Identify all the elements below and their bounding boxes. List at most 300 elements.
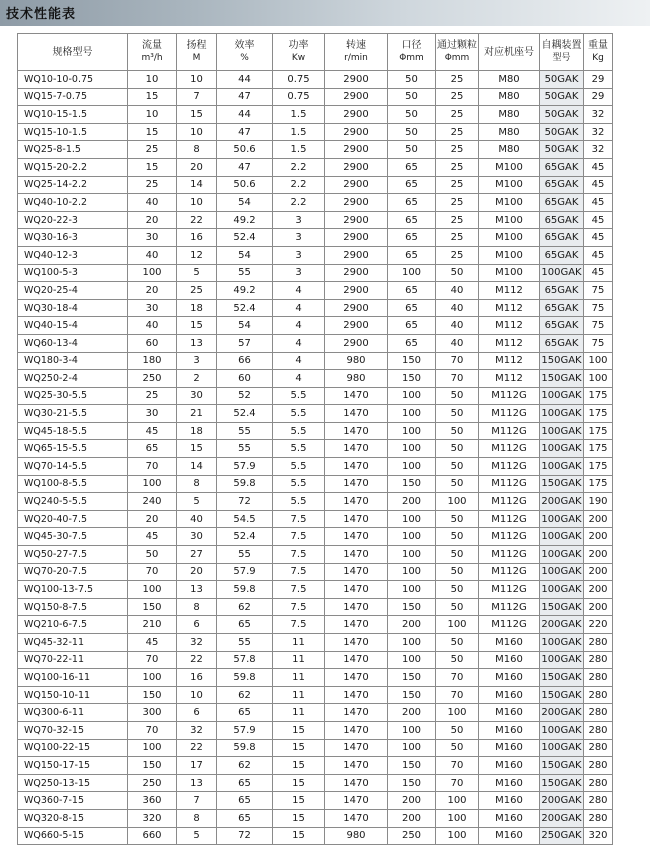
cell-head: 5 (177, 827, 217, 845)
cell-speed: 2900 (325, 282, 388, 300)
cell-coupling: 100GAK (540, 739, 584, 757)
cell-particle: 70 (436, 686, 479, 704)
cell-diameter: 100 (388, 528, 436, 546)
cell-weight: 200 (584, 563, 613, 581)
cell-diameter: 65 (388, 211, 436, 229)
cell-head: 6 (177, 616, 217, 634)
cell-coupling: 50GAK (540, 123, 584, 141)
cell-head: 22 (177, 651, 217, 669)
cell-head: 7 (177, 792, 217, 810)
cell-weight: 280 (584, 774, 613, 792)
cell-power: 7.5 (273, 616, 325, 634)
cell-power: 4 (273, 352, 325, 370)
header-particle-label: 通过颗粒 (437, 40, 477, 51)
cell-head: 15 (177, 106, 217, 124)
cell-frame: M160 (479, 739, 540, 757)
cell-diameter: 100 (388, 721, 436, 739)
cell-head: 40 (177, 510, 217, 528)
cell-particle: 50 (436, 475, 479, 493)
cell-particle: 25 (436, 194, 479, 212)
table-row (18, 634, 613, 652)
cell-model: WQ40-12-3 (18, 246, 128, 264)
cell-model: WQ45-18-5.5 (18, 422, 128, 440)
cell-model: WQ10-15-1.5 (18, 106, 128, 124)
cell-head: 30 (177, 387, 217, 405)
header-weight (584, 34, 613, 71)
table-row (18, 334, 613, 352)
cell-efficiency: 59.8 (217, 669, 273, 687)
cell-efficiency: 57.9 (217, 721, 273, 739)
cell-power: 5.5 (273, 475, 325, 493)
cell-speed: 1470 (325, 422, 388, 440)
table-row (18, 370, 613, 388)
cell-speed: 2900 (325, 317, 388, 335)
cell-coupling: 200GAK (540, 704, 584, 722)
cell-efficiency: 47 (217, 123, 273, 141)
cell-head: 13 (177, 334, 217, 352)
cell-coupling: 100GAK (540, 422, 584, 440)
cell-weight: 75 (584, 299, 613, 317)
cell-power: 15 (273, 827, 325, 845)
cell-model: WQ50-27-7.5 (18, 546, 128, 564)
cell-speed: 1470 (325, 563, 388, 581)
cell-diameter: 150 (388, 352, 436, 370)
cell-efficiency: 59.8 (217, 581, 273, 599)
cell-model: WQ25-8-1.5 (18, 141, 128, 159)
cell-head: 22 (177, 739, 217, 757)
cell-power: 15 (273, 757, 325, 775)
cell-coupling: 150GAK (540, 774, 584, 792)
cell-power: 4 (273, 299, 325, 317)
cell-frame: M80 (479, 106, 540, 124)
cell-frame: M112G (479, 616, 540, 634)
cell-power: 2.2 (273, 194, 325, 212)
cell-diameter: 200 (388, 616, 436, 634)
table-row (18, 598, 613, 616)
cell-head: 12 (177, 246, 217, 264)
cell-model: WQ20-22-3 (18, 211, 128, 229)
table-row (18, 809, 613, 827)
header-flow (128, 34, 177, 71)
table-row (18, 581, 613, 599)
table-row (18, 669, 613, 687)
table-row (18, 246, 613, 264)
cell-flow: 100 (128, 264, 177, 282)
cell-frame: M160 (479, 721, 540, 739)
cell-coupling: 150GAK (540, 370, 584, 388)
cell-weight: 45 (584, 176, 613, 194)
cell-power: 5.5 (273, 458, 325, 476)
table-row (18, 229, 613, 247)
cell-speed: 1470 (325, 809, 388, 827)
cell-flow: 45 (128, 422, 177, 440)
cell-particle: 100 (436, 809, 479, 827)
cell-model: WQ20-25-4 (18, 282, 128, 300)
cell-particle: 50 (436, 563, 479, 581)
cell-weight: 175 (584, 422, 613, 440)
cell-efficiency: 65 (217, 616, 273, 634)
cell-speed: 1470 (325, 440, 388, 458)
table-row (18, 211, 613, 229)
cell-weight: 200 (584, 510, 613, 528)
cell-efficiency: 55 (217, 264, 273, 282)
cell-weight: 200 (584, 581, 613, 599)
cell-frame: M160 (479, 634, 540, 652)
cell-power: 7.5 (273, 510, 325, 528)
cell-particle: 70 (436, 774, 479, 792)
cell-weight: 32 (584, 123, 613, 141)
table-body (18, 71, 613, 845)
cell-flow: 15 (128, 123, 177, 141)
cell-model: WQ45-30-7.5 (18, 528, 128, 546)
cell-head: 25 (177, 282, 217, 300)
cell-speed: 2900 (325, 246, 388, 264)
cell-particle: 25 (436, 246, 479, 264)
cell-particle: 25 (436, 106, 479, 124)
cell-model: WQ45-32-11 (18, 634, 128, 652)
cell-diameter: 100 (388, 422, 436, 440)
cell-weight: 280 (584, 757, 613, 775)
cell-weight: 32 (584, 106, 613, 124)
cell-particle: 50 (436, 510, 479, 528)
cell-frame: M160 (479, 669, 540, 687)
cell-efficiency: 52.4 (217, 299, 273, 317)
cell-weight: 45 (584, 264, 613, 282)
cell-coupling: 150GAK (540, 669, 584, 687)
cell-flow: 50 (128, 546, 177, 564)
table-row (18, 528, 613, 546)
cell-diameter: 150 (388, 686, 436, 704)
cell-flow: 150 (128, 757, 177, 775)
cell-head: 8 (177, 475, 217, 493)
cell-speed: 2900 (325, 141, 388, 159)
cell-power: 4 (273, 370, 325, 388)
cell-frame: M112G (479, 405, 540, 423)
cell-model: WQ30-21-5.5 (18, 405, 128, 423)
cell-frame: M80 (479, 141, 540, 159)
table-row (18, 282, 613, 300)
header-efficiency-label: 效率 (234, 40, 255, 51)
cell-coupling: 100GAK (540, 264, 584, 282)
cell-model: WQ20-40-7.5 (18, 510, 128, 528)
cell-coupling: 150GAK (540, 686, 584, 704)
cell-particle: 70 (436, 669, 479, 687)
cell-flow: 250 (128, 370, 177, 388)
cell-coupling: 65GAK (540, 282, 584, 300)
cell-flow: 15 (128, 158, 177, 176)
cell-frame: M160 (479, 774, 540, 792)
table-row (18, 317, 613, 335)
cell-particle: 50 (436, 440, 479, 458)
cell-frame: M160 (479, 704, 540, 722)
table-row (18, 546, 613, 564)
cell-power: 7.5 (273, 546, 325, 564)
cell-efficiency: 49.2 (217, 282, 273, 300)
cell-power: 11 (273, 634, 325, 652)
cell-head: 13 (177, 581, 217, 599)
cell-model: WQ15-7-0.75 (18, 88, 128, 106)
cell-frame: M112G (479, 510, 540, 528)
cell-weight: 45 (584, 229, 613, 247)
cell-head: 10 (177, 123, 217, 141)
cell-efficiency: 57.9 (217, 458, 273, 476)
cell-head: 14 (177, 176, 217, 194)
cell-efficiency: 60 (217, 370, 273, 388)
table-row (18, 405, 613, 423)
cell-diameter: 150 (388, 475, 436, 493)
cell-coupling: 50GAK (540, 141, 584, 159)
cell-flow: 40 (128, 317, 177, 335)
cell-flow: 40 (128, 246, 177, 264)
cell-model: WQ100-13-7.5 (18, 581, 128, 599)
cell-model: WQ180-3-4 (18, 352, 128, 370)
table-row (18, 123, 613, 141)
cell-efficiency: 49.2 (217, 211, 273, 229)
cell-diameter: 200 (388, 704, 436, 722)
cell-efficiency: 55 (217, 634, 273, 652)
cell-coupling: 100GAK (540, 563, 584, 581)
cell-diameter: 150 (388, 598, 436, 616)
cell-flow: 240 (128, 493, 177, 511)
cell-flow: 30 (128, 405, 177, 423)
cell-efficiency: 47 (217, 158, 273, 176)
cell-frame: M112G (479, 422, 540, 440)
title-bar (0, 0, 650, 26)
header-head (177, 34, 217, 71)
cell-weight: 29 (584, 71, 613, 89)
cell-particle: 40 (436, 299, 479, 317)
cell-efficiency: 50.6 (217, 141, 273, 159)
cell-head: 8 (177, 809, 217, 827)
cell-flow: 320 (128, 809, 177, 827)
table-header (18, 34, 613, 71)
cell-particle: 100 (436, 704, 479, 722)
header-head-label: 扬程 (186, 40, 207, 51)
cell-coupling: 200GAK (540, 792, 584, 810)
cell-particle: 25 (436, 158, 479, 176)
cell-coupling: 150GAK (540, 475, 584, 493)
cell-efficiency: 72 (217, 827, 273, 845)
cell-model: WQ25-30-5.5 (18, 387, 128, 405)
cell-weight: 100 (584, 352, 613, 370)
cell-efficiency: 57.9 (217, 563, 273, 581)
cell-model: WQ15-10-1.5 (18, 123, 128, 141)
header-model-label: 规格型号 (52, 46, 93, 58)
cell-diameter: 150 (388, 370, 436, 388)
cell-model: WQ60-13-4 (18, 334, 128, 352)
cell-power: 4 (273, 334, 325, 352)
cell-weight: 280 (584, 739, 613, 757)
cell-coupling: 100GAK (540, 546, 584, 564)
cell-head: 32 (177, 634, 217, 652)
cell-diameter: 65 (388, 299, 436, 317)
cell-coupling: 65GAK (540, 246, 584, 264)
cell-diameter: 100 (388, 458, 436, 476)
cell-diameter: 100 (388, 739, 436, 757)
table-row (18, 176, 613, 194)
cell-particle: 25 (436, 176, 479, 194)
cell-power: 2.2 (273, 176, 325, 194)
cell-speed: 1470 (325, 757, 388, 775)
cell-model: WQ320-8-15 (18, 809, 128, 827)
cell-flow: 20 (128, 211, 177, 229)
cell-head: 7 (177, 88, 217, 106)
cell-speed: 1470 (325, 792, 388, 810)
table-row (18, 299, 613, 317)
cell-flow: 360 (128, 792, 177, 810)
cell-weight: 280 (584, 651, 613, 669)
cell-head: 5 (177, 493, 217, 511)
cell-particle: 50 (436, 634, 479, 652)
cell-power: 0.75 (273, 88, 325, 106)
cell-head: 21 (177, 405, 217, 423)
cell-speed: 1470 (325, 721, 388, 739)
cell-head: 18 (177, 422, 217, 440)
cell-particle: 50 (436, 651, 479, 669)
cell-efficiency: 62 (217, 686, 273, 704)
cell-speed: 1470 (325, 458, 388, 476)
cell-efficiency: 44 (217, 71, 273, 89)
cell-power: 4 (273, 317, 325, 335)
header-power (273, 34, 325, 71)
table-row (18, 458, 613, 476)
cell-coupling: 100GAK (540, 440, 584, 458)
cell-weight: 75 (584, 334, 613, 352)
header-power-unit: Kw (291, 53, 306, 63)
cell-diameter: 50 (388, 88, 436, 106)
cell-flow: 180 (128, 352, 177, 370)
cell-frame: M112G (479, 528, 540, 546)
cell-efficiency: 65 (217, 809, 273, 827)
cell-speed: 1470 (325, 493, 388, 511)
cell-power: 3 (273, 246, 325, 264)
cell-particle: 50 (436, 458, 479, 476)
header-coupling-label: 自耦装置 (541, 40, 582, 51)
cell-coupling: 100GAK (540, 634, 584, 652)
cell-coupling: 150GAK (540, 757, 584, 775)
cell-speed: 980 (325, 370, 388, 388)
cell-head: 2 (177, 370, 217, 388)
cell-frame: M80 (479, 88, 540, 106)
cell-coupling: 200GAK (540, 809, 584, 827)
cell-head: 22 (177, 211, 217, 229)
cell-particle: 25 (436, 211, 479, 229)
cell-speed: 2900 (325, 123, 388, 141)
cell-coupling: 65GAK (540, 158, 584, 176)
cell-weight: 280 (584, 634, 613, 652)
table-row (18, 106, 613, 124)
cell-power: 0.75 (273, 71, 325, 89)
cell-frame: M100 (479, 194, 540, 212)
cell-flow: 100 (128, 581, 177, 599)
cell-speed: 2900 (325, 229, 388, 247)
cell-speed: 1470 (325, 669, 388, 687)
header-weight-unit: Kg (592, 53, 604, 63)
cell-diameter: 100 (388, 510, 436, 528)
cell-model: WQ40-10-2.2 (18, 194, 128, 212)
cell-coupling: 100GAK (540, 721, 584, 739)
header-speed (325, 34, 388, 71)
cell-efficiency: 54.5 (217, 510, 273, 528)
cell-flow: 100 (128, 475, 177, 493)
cell-power: 3 (273, 211, 325, 229)
cell-weight: 175 (584, 387, 613, 405)
cell-efficiency: 59.8 (217, 739, 273, 757)
page-title: 技术性能表 (6, 7, 77, 22)
cell-diameter: 50 (388, 141, 436, 159)
cell-model: WQ30-16-3 (18, 229, 128, 247)
cell-weight: 45 (584, 246, 613, 264)
cell-diameter: 200 (388, 809, 436, 827)
cell-weight: 100 (584, 370, 613, 388)
cell-weight: 320 (584, 827, 613, 845)
cell-power: 7.5 (273, 563, 325, 581)
cell-flow: 20 (128, 510, 177, 528)
cell-weight: 280 (584, 721, 613, 739)
cell-particle: 40 (436, 282, 479, 300)
cell-weight: 45 (584, 158, 613, 176)
cell-frame: M100 (479, 176, 540, 194)
spec-table (17, 33, 613, 845)
cell-speed: 1470 (325, 634, 388, 652)
cell-model: WQ100-22-15 (18, 739, 128, 757)
cell-frame: M160 (479, 809, 540, 827)
cell-weight: 200 (584, 528, 613, 546)
cell-model: WQ660-5-15 (18, 827, 128, 845)
cell-speed: 1470 (325, 510, 388, 528)
cell-diameter: 150 (388, 669, 436, 687)
spec-table-container (17, 33, 612, 845)
header-diameter-unit: Φmm (399, 53, 424, 63)
cell-diameter: 50 (388, 71, 436, 89)
cell-head: 5 (177, 264, 217, 282)
table-row (18, 141, 613, 159)
cell-head: 20 (177, 158, 217, 176)
cell-flow: 30 (128, 299, 177, 317)
cell-speed: 2900 (325, 334, 388, 352)
cell-diameter: 100 (388, 581, 436, 599)
cell-efficiency: 55 (217, 546, 273, 564)
cell-power: 3 (273, 264, 325, 282)
table-row (18, 827, 613, 845)
header-power-label: 功率 (288, 40, 309, 51)
cell-diameter: 200 (388, 792, 436, 810)
cell-flow: 150 (128, 686, 177, 704)
cell-diameter: 100 (388, 651, 436, 669)
cell-model: WQ100-8-5.5 (18, 475, 128, 493)
cell-frame: M100 (479, 229, 540, 247)
cell-frame: M112G (479, 458, 540, 476)
cell-head: 14 (177, 458, 217, 476)
cell-coupling: 50GAK (540, 88, 584, 106)
cell-speed: 1470 (325, 405, 388, 423)
cell-weight: 29 (584, 88, 613, 106)
cell-flow: 300 (128, 704, 177, 722)
cell-flow: 70 (128, 458, 177, 476)
cell-particle: 100 (436, 616, 479, 634)
cell-head: 27 (177, 546, 217, 564)
cell-speed: 1470 (325, 739, 388, 757)
cell-efficiency: 52 (217, 387, 273, 405)
cell-speed: 1470 (325, 546, 388, 564)
table-row (18, 71, 613, 89)
header-coupling-unit: 型号 (552, 53, 571, 63)
cell-efficiency: 57 (217, 334, 273, 352)
cell-frame: M112G (479, 581, 540, 599)
cell-weight: 280 (584, 669, 613, 687)
cell-frame: M112 (479, 317, 540, 335)
cell-model: WQ70-22-11 (18, 651, 128, 669)
